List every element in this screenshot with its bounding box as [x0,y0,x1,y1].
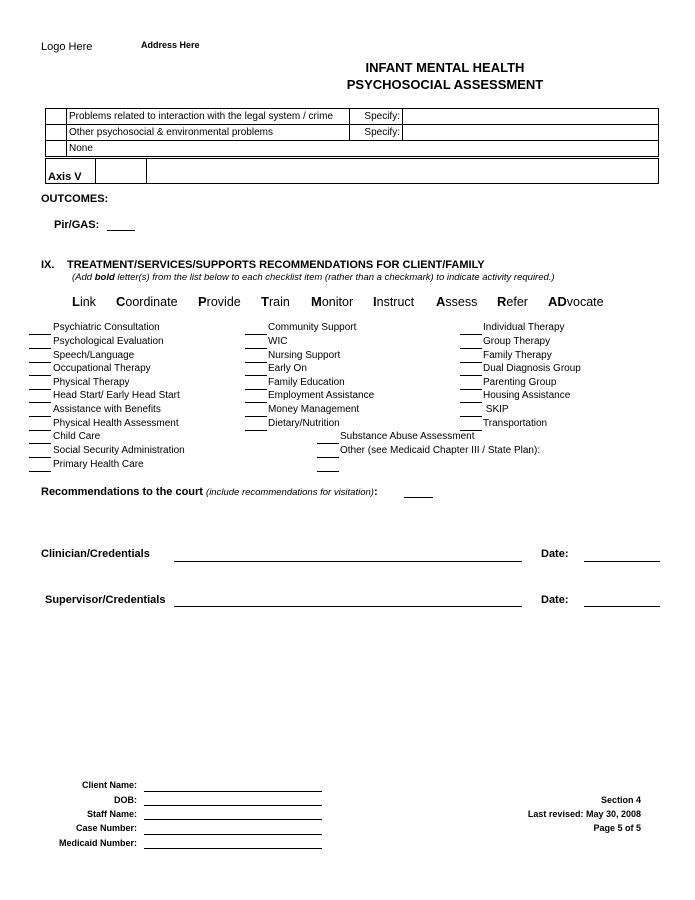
row-label: Problems related to interaction with the legal system / crime [67,109,350,125]
checklist-blank[interactable] [29,416,51,417]
checkbox-cell[interactable] [46,141,67,157]
checklist-item-dual-diagnosis-group: Dual Diagnosis Group [483,363,581,374]
row-label: Other psychosocial & environmental problems [67,125,350,141]
logo-placeholder: Logo Here [41,41,93,53]
table-row [46,159,659,184]
checklist-item-wic: WIC [268,336,288,347]
specify-field[interactable] [403,109,659,125]
checklist-item-dietary-nutrition: Dietary/Nutrition [268,418,340,429]
checklist-blank[interactable] [460,375,482,376]
legend-train: Train [261,294,290,309]
checklist-item-employment-assistance: Employment Assistance [268,390,375,401]
checklist-blank[interactable] [245,348,267,349]
checklist-blank[interactable] [460,402,482,403]
footer-last-revised: Last revised: May 30, 2008 [527,809,641,819]
checklist-blank[interactable] [317,457,339,458]
checklist-blank[interactable] [460,389,482,390]
legend-advocate: ADvocate [548,294,604,309]
axis-table [45,108,659,157]
checklist-blank[interactable] [245,334,267,335]
checklist-item-individual-therapy: Individual Therapy [483,322,565,333]
footer-page-number: Page 5 of 5 [593,823,641,833]
checklist-blank[interactable] [245,402,267,403]
checklist-item-skip: SKIP [483,404,509,415]
checklist-blank[interactable] [460,416,482,417]
section-heading: TREATMENT/SERVICES/SUPPORTS RECOMMENDATIONS FOR CLIENT/FAMILY [67,259,485,271]
axis-v-notes[interactable] [147,159,659,184]
checkbox-cell[interactable] [46,109,67,125]
checklist-item-occupational-therapy: Occupational Therapy [53,363,151,374]
checklist-blank[interactable] [29,348,51,349]
checklist-blank[interactable] [317,471,339,472]
checklist-blank[interactable] [29,402,51,403]
footer-section: Section 4 [600,795,641,805]
legend-coordinate: Coordinate [116,294,178,309]
checklist-item-physical-therapy: Physical Therapy [53,377,130,388]
supervisor-date-label: Date: [541,594,569,606]
footer-staff-name-label: Staff Name: [86,809,137,819]
legend-monitor: Monitor [311,294,354,309]
checklist-item-family-therapy: Family Therapy [483,350,552,361]
supervisor-label: Supervisor/Credentials [45,594,166,606]
checklist-blank[interactable] [245,416,267,417]
checklist-blank[interactable] [245,375,267,376]
clinician-label: Clinician/Credentials [41,548,150,560]
row-label: None [67,141,659,157]
court-recommendations: Recommendations to the court (include recommendations for visitation): [41,486,378,498]
checklist-item-money-management: Money Management [268,404,360,415]
checklist-blank[interactable] [29,389,51,390]
legend-instruct: Instruct [373,294,415,309]
checklist-item-housing-assistance: Housing Assistance [483,390,571,401]
clinician-date-label: Date: [541,548,569,560]
footer-client-name-field[interactable] [144,791,322,792]
checklist-item-child-care: Child Care [53,431,101,442]
checklist-item-nursing-support: Nursing Support [268,350,341,361]
supervisor-date-field[interactable] [584,606,660,607]
outcomes-heading: OUTCOMES: [41,193,109,205]
checkbox-cell[interactable] [46,125,67,141]
specify-field[interactable] [403,125,659,141]
checklist-blank[interactable] [29,362,51,363]
checklist-item-primary-health-care: Primary Health Care [53,459,144,470]
checklist-blank[interactable] [460,362,482,363]
supervisor-signature-field[interactable] [174,606,522,607]
table-row [46,109,659,125]
footer-dob-label: DOB: [114,795,137,805]
form-title-line1: INFANT MENTAL HEALTH [365,60,525,75]
checklist-item-assistance-benefits: Assistance with Benefits [53,404,161,415]
legend-refer: Refer [497,294,528,309]
table-row [46,125,659,141]
checklist-blank[interactable] [29,375,51,376]
checklist-blank[interactable] [29,471,51,472]
checklist-item-other-medicaid: Other (see Medicaid Chapter III / State Plan): [340,445,541,456]
footer-case-number-label: Case Number: [75,823,137,833]
footer-dob-field[interactable] [144,805,322,806]
footer-medicaid-number-label: Medicaid Number: [58,838,137,848]
checklist-item-transportation: Transportation [483,418,548,429]
section-number: IX. [41,259,55,271]
axis-v-value[interactable] [96,159,147,184]
specify-label: Specify: [350,125,403,141]
checklist-blank[interactable] [245,362,267,363]
legend-link: Link [72,294,96,309]
checklist-item-group-therapy: Group Therapy [483,336,551,347]
checklist-item-speech-language: Speech/Language [53,350,135,361]
form-title-line2: PSYCHOSOCIAL ASSESSMENT [346,77,544,92]
checklist-item-early-on: Early On [268,363,307,374]
checklist-item-family-education: Family Education [268,377,345,388]
checklist-item-physical-health-assessment: Physical Health Assessment [53,418,179,429]
pir-gas-label: Pir/GAS: [54,219,100,231]
section-instruction: (Add bold letter(s) from the list below to each checklist item (rather than a checkmark) to indicate activity required.) [72,272,555,283]
axis-v-label: Axis V [46,159,96,184]
checklist-blank[interactable] [460,430,482,431]
footer-case-number-field[interactable] [144,834,322,835]
footer-client-name-label: Client Name: [81,780,137,790]
checklist-blank[interactable] [29,430,51,431]
checklist-blank[interactable] [29,457,51,458]
checklist-item-psychiatric-consultation: Psychiatric Consultation [53,322,160,333]
footer-staff-name-field[interactable] [144,819,322,820]
checklist-blank[interactable] [460,348,482,349]
pir-gas-field[interactable] [107,230,135,231]
checklist-item-social-security: Social Security Administration [53,445,185,456]
checklist-blank[interactable] [460,334,482,335]
clinician-signature-field[interactable] [174,561,522,562]
checklist-item-community-support: Community Support [268,322,357,333]
checklist-blank[interactable] [317,443,339,444]
specify-label: Specify: [350,109,403,125]
checklist-blank[interactable] [29,334,51,335]
checklist-blank[interactable] [245,430,267,431]
checklist-blank[interactable] [245,389,267,390]
axis-v-table [45,158,659,184]
legend-provide: Provide [198,294,241,309]
checklist-item-parenting-group: Parenting Group [483,377,557,388]
checklist-blank[interactable] [29,443,51,444]
checklist-item-substance-abuse-assessment: Substance Abuse Assessment [340,431,475,442]
court-recommendations-field[interactable] [404,497,433,498]
checklist-item-head-start: Head Start/ Early Head Start [53,390,180,401]
checklist-item-psychological-evaluation: Psychological Evaluation [53,336,164,347]
table-row [46,141,659,157]
clinician-date-field[interactable] [584,561,660,562]
legend-assess: Assess [436,294,478,309]
footer-medicaid-number-field[interactable] [144,848,322,849]
address-placeholder: Address Here [141,40,200,50]
